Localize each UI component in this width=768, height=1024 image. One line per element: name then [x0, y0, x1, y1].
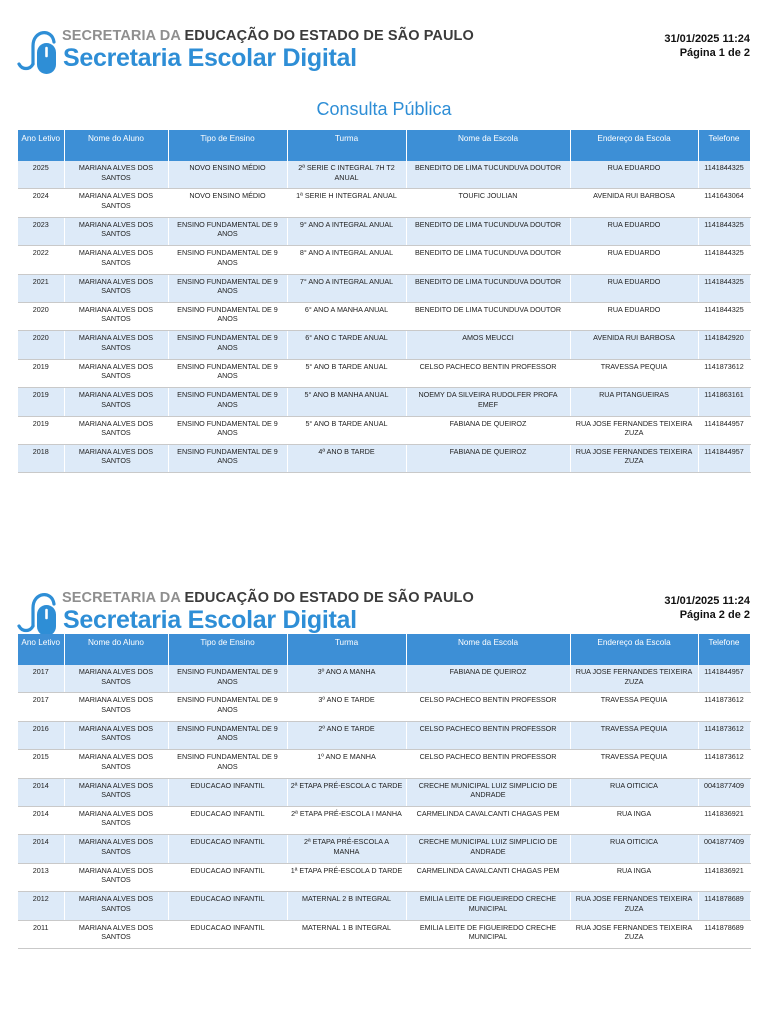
col-tipo-ensino-cell: NOVO ENSINO MÉDIO [168, 189, 287, 217]
col-ano-letivo-cell: 2019 [18, 388, 64, 416]
col-ano-letivo-cell: 2015 [18, 750, 64, 778]
col-tipo-ensino-cell: EDUCACAO INFANTIL [168, 806, 287, 834]
page-meta [664, 32, 750, 60]
col-ano-letivo-cell: 2012 [18, 892, 64, 920]
col-turma-cell: MATERNAL 1 B INTEGRAL [287, 920, 406, 948]
col-turma-header: Turma [287, 130, 406, 161]
brand-name: Secretaria Escolar Digital [63, 44, 357, 72]
col-tipo-ensino-cell: ENSINO FUNDAMENTAL DE 9 ANOS [168, 693, 287, 721]
col-ano-letivo-cell: 2019 [18, 416, 64, 444]
table-row [18, 302, 750, 330]
col-nome-escola-cell: CELSO PACHECO BENTIN PROFESSOR [406, 721, 570, 749]
col-turma-cell: 2ª ETAPA PRÉ-ESCOLA A MANHA [287, 835, 406, 863]
table-row [18, 331, 750, 359]
col-ano-letivo-cell: 2013 [18, 863, 64, 891]
col-nome-escola-header: Nome da Escola [406, 634, 570, 665]
col-endereco-escola-cell: AVENIDA RUI BARBOSA [570, 331, 698, 359]
col-turma-cell: 2ª ETAPA PRÉ-ESCOLA I MANHA [287, 806, 406, 834]
col-endereco-escola-cell: RUA JOSE FERNANDES TEIXEIRA ZUZA [570, 665, 698, 693]
col-turma-cell: 7° ANO A INTEGRAL ANUAL [287, 274, 406, 302]
col-ano-letivo-header: Ano Letivo [18, 130, 64, 161]
records-table [18, 130, 751, 473]
col-ano-letivo-cell: 2016 [18, 721, 64, 749]
col-telefone-cell: 1141873612 [698, 359, 750, 387]
col-nome-escola-cell: CELSO PACHECO BENTIN PROFESSOR [406, 750, 570, 778]
col-nome-escola-cell: CRECHE MUNICIPAL LUIZ SIMPLICIO DE ANDRADE [406, 835, 570, 863]
col-endereco-escola-cell: RUA INGA [570, 806, 698, 834]
col-nome-escola-cell: BENEDITO DE LIMA TUCUNDUVA DOUTOR [406, 274, 570, 302]
col-tipo-ensino-cell: ENSINO FUNDAMENTAL DE 9 ANOS [168, 302, 287, 330]
col-turma-cell: 6° ANO C TARDE ANUAL [287, 331, 406, 359]
col-endereco-escola-cell: RUA JOSE FERNANDES TEIXEIRA ZUZA [570, 416, 698, 444]
col-ano-letivo-cell: 2017 [18, 665, 64, 693]
col-nome-escola-cell: TOUFIC JOULIAN [406, 189, 570, 217]
col-endereco-escola-cell: TRAVESSA PEQUIA [570, 359, 698, 387]
table-header-row [18, 130, 750, 161]
col-nome-aluno-cell: MARIANA ALVES DOS SANTOS [64, 444, 168, 472]
col-turma-cell: 2ª ETAPA PRÉ-ESCOLA C TARDE [287, 778, 406, 806]
col-tipo-ensino-cell: ENSINO FUNDAMENTAL DE 9 ANOS [168, 416, 287, 444]
col-tipo-ensino-cell: EDUCACAO INFANTIL [168, 892, 287, 920]
col-tipo-ensino-header: Tipo de Ensino [168, 634, 287, 665]
table-row [18, 444, 750, 472]
col-nome-aluno-cell: MARIANA ALVES DOS SANTOS [64, 778, 168, 806]
col-endereco-escola-header: Endereço da Escola [570, 634, 698, 665]
table-row [18, 778, 750, 806]
col-tipo-ensino-cell: ENSINO FUNDAMENTAL DE 9 ANOS [168, 274, 287, 302]
col-turma-cell: 2º ANO E TARDE [287, 721, 406, 749]
page-header [0, 0, 768, 90]
col-endereco-escola-cell: RUA INGA [570, 863, 698, 891]
col-ano-letivo-cell: 2022 [18, 246, 64, 274]
table-row [18, 189, 750, 217]
col-endereco-escola-cell: TRAVESSA PEQUIA [570, 693, 698, 721]
col-tipo-ensino-cell: ENSINO FUNDAMENTAL DE 9 ANOS [168, 217, 287, 245]
col-telefone-cell: 1141836921 [698, 806, 750, 834]
col-turma-cell: 5° ANO B MANHA ANUAL [287, 388, 406, 416]
col-endereco-escola-cell: RUA EDUARDO [570, 246, 698, 274]
table-row [18, 750, 750, 778]
col-nome-escola-cell: NOEMY DA SILVEIRA RUDOLFER PROFA EMEF [406, 388, 570, 416]
col-endereco-escola-cell: RUA JOSE FERNANDES TEIXEIRA ZUZA [570, 892, 698, 920]
table-row [18, 161, 750, 189]
col-endereco-escola-cell: RUA EDUARDO [570, 274, 698, 302]
col-tipo-ensino-cell: ENSINO FUNDAMENTAL DE 9 ANOS [168, 359, 287, 387]
col-nome-aluno-cell: MARIANA ALVES DOS SANTOS [64, 693, 168, 721]
col-nome-aluno-header: Nome do Aluno [64, 634, 168, 665]
col-nome-escola-cell: CRECHE MUNICIPAL LUIZ SIMPLICIO DE ANDRADE [406, 778, 570, 806]
col-turma-cell: 4ª ANO B TARDE [287, 444, 406, 472]
col-telefone-cell: 1141873612 [698, 693, 750, 721]
col-ano-letivo-cell: 2025 [18, 161, 64, 189]
col-nome-aluno-cell: MARIANA ALVES DOS SANTOS [64, 863, 168, 891]
col-telefone-cell: 1141844957 [698, 444, 750, 472]
col-tipo-ensino-cell: ENSINO FUNDAMENTAL DE 9 ANOS [168, 444, 287, 472]
report-page-2 [0, 562, 768, 942]
table-row [18, 217, 750, 245]
brand-name: Secretaria Escolar Digital [63, 606, 357, 634]
col-telefone-cell: 1141842920 [698, 331, 750, 359]
report-page-1 [0, 0, 768, 466]
col-turma-cell: 9° ANO A INTEGRAL ANUAL [287, 217, 406, 245]
col-ano-letivo-cell: 2017 [18, 693, 64, 721]
col-turma-cell: MATERNAL 2 B INTEGRAL [287, 892, 406, 920]
col-tipo-ensino-cell: EDUCACAO INFANTIL [168, 835, 287, 863]
col-nome-escola-cell: EMILIA LEITE DE FIGUEIREDO CRECHE MUNICIPAL [406, 892, 570, 920]
col-telefone-cell: 1141844325 [698, 246, 750, 274]
table-body [18, 665, 750, 948]
col-ano-letivo-cell: 2023 [18, 217, 64, 245]
col-ano-letivo-cell: 2014 [18, 835, 64, 863]
page-title: Consulta Pública [316, 99, 452, 119]
brand-top-bold: EDUCAÇÃO DO ESTADO DE SÃO PAULO [184, 28, 474, 44]
col-nome-aluno-header: Nome do Aluno [64, 130, 168, 161]
mouse-logo-icon [16, 588, 60, 640]
col-tipo-ensino-cell: EDUCACAO INFANTIL [168, 863, 287, 891]
col-endereco-escola-cell: RUA JOSE FERNANDES TEIXEIRA ZUZA [570, 920, 698, 948]
col-nome-aluno-cell: MARIANA ALVES DOS SANTOS [64, 274, 168, 302]
col-telefone-cell: 1141643064 [698, 189, 750, 217]
table-row [18, 665, 750, 693]
col-turma-cell: 6° ANO A MANHA ANUAL [287, 302, 406, 330]
col-nome-escola-cell: FABIANA DE QUEIROZ [406, 665, 570, 693]
col-ano-letivo-cell: 2018 [18, 444, 64, 472]
table-row [18, 274, 750, 302]
brand-top-light: SECRETARIA DA [62, 590, 181, 606]
col-nome-aluno-cell: MARIANA ALVES DOS SANTOS [64, 359, 168, 387]
col-endereco-escola-cell: RUA OITICICA [570, 778, 698, 806]
col-nome-aluno-cell: MARIANA ALVES DOS SANTOS [64, 721, 168, 749]
col-turma-cell: 3º ANO E TARDE [287, 693, 406, 721]
col-tipo-ensino-cell: ENSINO FUNDAMENTAL DE 9 ANOS [168, 665, 287, 693]
col-tipo-ensino-cell: EDUCACAO INFANTIL [168, 778, 287, 806]
brand-top-bold: EDUCAÇÃO DO ESTADO DE SÃO PAULO [184, 590, 474, 606]
page-number: Página 2 de 2 [679, 609, 750, 621]
col-nome-aluno-cell: MARIANA ALVES DOS SANTOS [64, 750, 168, 778]
table-header-row [18, 634, 750, 665]
page-number: Página 1 de 2 [679, 47, 750, 59]
col-ano-letivo-cell: 2020 [18, 331, 64, 359]
records-table [18, 634, 751, 949]
table-body [18, 161, 750, 473]
col-telefone-cell: 1141878689 [698, 892, 750, 920]
col-nome-escola-cell: CELSO PACHECO BENTIN PROFESSOR [406, 693, 570, 721]
col-nome-aluno-cell: MARIANA ALVES DOS SANTOS [64, 161, 168, 189]
col-nome-aluno-cell: MARIANA ALVES DOS SANTOS [64, 806, 168, 834]
col-nome-escola-cell: BENEDITO DE LIMA TUCUNDUVA DOUTOR [406, 302, 570, 330]
col-ano-letivo-cell: 2011 [18, 920, 64, 948]
col-nome-escola-cell: FABIANA DE QUEIROZ [406, 416, 570, 444]
col-turma-cell: 5° ANO B TARDE ANUAL [287, 416, 406, 444]
col-nome-aluno-cell: MARIANA ALVES DOS SANTOS [64, 302, 168, 330]
col-nome-escola-cell: CARMELINDA CAVALCANTI CHAGAS PEM [406, 863, 570, 891]
col-turma-header: Turma [287, 634, 406, 665]
col-nome-escola-cell: FABIANA DE QUEIROZ [406, 444, 570, 472]
col-turma-cell: 1ª SERIE H INTEGRAL ANUAL [287, 189, 406, 217]
col-ano-letivo-cell: 2021 [18, 274, 64, 302]
col-nome-aluno-cell: MARIANA ALVES DOS SANTOS [64, 892, 168, 920]
col-nome-aluno-cell: MARIANA ALVES DOS SANTOS [64, 189, 168, 217]
col-turma-cell: 5° ANO B TARDE ANUAL [287, 359, 406, 387]
table-row [18, 721, 750, 749]
col-tipo-ensino-cell: ENSINO FUNDAMENTAL DE 9 ANOS [168, 750, 287, 778]
col-nome-escola-cell: EMILIA LEITE DE FIGUEIREDO CRECHE MUNICIPAL [406, 920, 570, 948]
col-endereco-escola-cell: RUA EDUARDO [570, 302, 698, 330]
col-telefone-cell: 1141844325 [698, 274, 750, 302]
col-telefone-cell: 1141844325 [698, 217, 750, 245]
col-telefone-cell: 1141873612 [698, 750, 750, 778]
col-endereco-escola-cell: TRAVESSA PEQUIA [570, 721, 698, 749]
col-tipo-ensino-header: Tipo de Ensino [168, 130, 287, 161]
col-nome-escola-cell: BENEDITO DE LIMA TUCUNDUVA DOUTOR [406, 246, 570, 274]
col-tipo-ensino-cell: ENSINO FUNDAMENTAL DE 9 ANOS [168, 388, 287, 416]
col-telefone-cell: 0041877409 [698, 835, 750, 863]
col-telefone-cell: 1141873612 [698, 721, 750, 749]
col-ano-letivo-header: Ano Letivo [18, 634, 64, 665]
col-ano-letivo-cell: 2019 [18, 359, 64, 387]
col-tipo-ensino-cell: EDUCACAO INFANTIL [168, 920, 287, 948]
col-endereco-escola-cell: TRAVESSA PEQUIA [570, 750, 698, 778]
col-endereco-escola-cell: RUA JOSE FERNANDES TEIXEIRA ZUZA [570, 444, 698, 472]
col-telefone-cell: 0041877409 [698, 778, 750, 806]
col-ano-letivo-cell: 2020 [18, 302, 64, 330]
col-tipo-ensino-cell: ENSINO FUNDAMENTAL DE 9 ANOS [168, 721, 287, 749]
col-endereco-escola-cell: AVENIDA RUI BARBOSA [570, 189, 698, 217]
table-row [18, 806, 750, 834]
col-ano-letivo-cell: 2024 [18, 189, 64, 217]
col-telefone-cell: 1141878689 [698, 920, 750, 948]
table-row [18, 863, 750, 891]
col-ano-letivo-cell: 2014 [18, 806, 64, 834]
col-tipo-ensino-cell: ENSINO FUNDAMENTAL DE 9 ANOS [168, 246, 287, 274]
table-row [18, 246, 750, 274]
brand-top-line [62, 28, 474, 44]
print-datetime: 31/01/2025 11:24 [664, 595, 750, 607]
brand-top-light: SECRETARIA DA [62, 28, 181, 44]
col-telefone-cell: 1141844957 [698, 416, 750, 444]
page-meta [664, 594, 750, 622]
col-endereco-escola-cell: RUA EDUARDO [570, 161, 698, 189]
table-row [18, 416, 750, 444]
brand-top-line [62, 590, 474, 606]
table-row [18, 892, 750, 920]
table-row [18, 388, 750, 416]
col-turma-cell: 3º ANO A MANHA [287, 665, 406, 693]
col-nome-aluno-cell: MARIANA ALVES DOS SANTOS [64, 217, 168, 245]
col-nome-escola-header: Nome da Escola [406, 130, 570, 161]
col-nome-aluno-cell: MARIANA ALVES DOS SANTOS [64, 388, 168, 416]
col-nome-aluno-cell: MARIANA ALVES DOS SANTOS [64, 835, 168, 863]
col-nome-escola-cell: BENEDITO DE LIMA TUCUNDUVA DOUTOR [406, 161, 570, 189]
col-tipo-ensino-cell: ENSINO FUNDAMENTAL DE 9 ANOS [168, 331, 287, 359]
col-nome-escola-cell: CARMELINDA CAVALCANTI CHAGAS PEM [406, 806, 570, 834]
mouse-logo-icon [16, 26, 60, 78]
table-row [18, 835, 750, 863]
col-endereco-escola-cell: RUA PITANGUEIRAS [570, 388, 698, 416]
col-nome-aluno-cell: MARIANA ALVES DOS SANTOS [64, 416, 168, 444]
col-telefone-cell: 1141836921 [698, 863, 750, 891]
col-tipo-ensino-cell: NOVO ENSINO MÉDIO [168, 161, 287, 189]
col-endereco-escola-cell: RUA EDUARDO [570, 217, 698, 245]
print-datetime: 31/01/2025 11:24 [664, 33, 750, 45]
col-turma-cell: 1º ANO E MANHA [287, 750, 406, 778]
col-nome-escola-cell: BENEDITO DE LIMA TUCUNDUVA DOUTOR [406, 217, 570, 245]
col-telefone-cell: 1141844325 [698, 161, 750, 189]
col-nome-escola-cell: AMOS MEUCCI [406, 331, 570, 359]
col-nome-aluno-cell: MARIANA ALVES DOS SANTOS [64, 246, 168, 274]
col-turma-cell: 1ª ETAPA PRÉ-ESCOLA D TARDE [287, 863, 406, 891]
col-turma-cell: 8° ANO A INTEGRAL ANUAL [287, 246, 406, 274]
col-turma-cell: 2ª SERIE C INTEGRAL 7H T2 ANUAL [287, 161, 406, 189]
table-row [18, 920, 750, 948]
col-telefone-header: Telefone [698, 634, 750, 665]
col-ano-letivo-cell: 2014 [18, 778, 64, 806]
col-telefone-cell: 1141844325 [698, 302, 750, 330]
col-telefone-cell: 1141844957 [698, 665, 750, 693]
table-row [18, 359, 750, 387]
col-telefone-cell: 1141863161 [698, 388, 750, 416]
col-nome-aluno-cell: MARIANA ALVES DOS SANTOS [64, 331, 168, 359]
col-nome-aluno-cell: MARIANA ALVES DOS SANTOS [64, 665, 168, 693]
col-endereco-escola-header: Endereço da Escola [570, 130, 698, 161]
col-nome-escola-cell: CELSO PACHECO BENTIN PROFESSOR [406, 359, 570, 387]
col-nome-aluno-cell: MARIANA ALVES DOS SANTOS [64, 920, 168, 948]
table-row [18, 693, 750, 721]
col-telefone-header: Telefone [698, 130, 750, 161]
col-endereco-escola-cell: RUA OITICICA [570, 835, 698, 863]
